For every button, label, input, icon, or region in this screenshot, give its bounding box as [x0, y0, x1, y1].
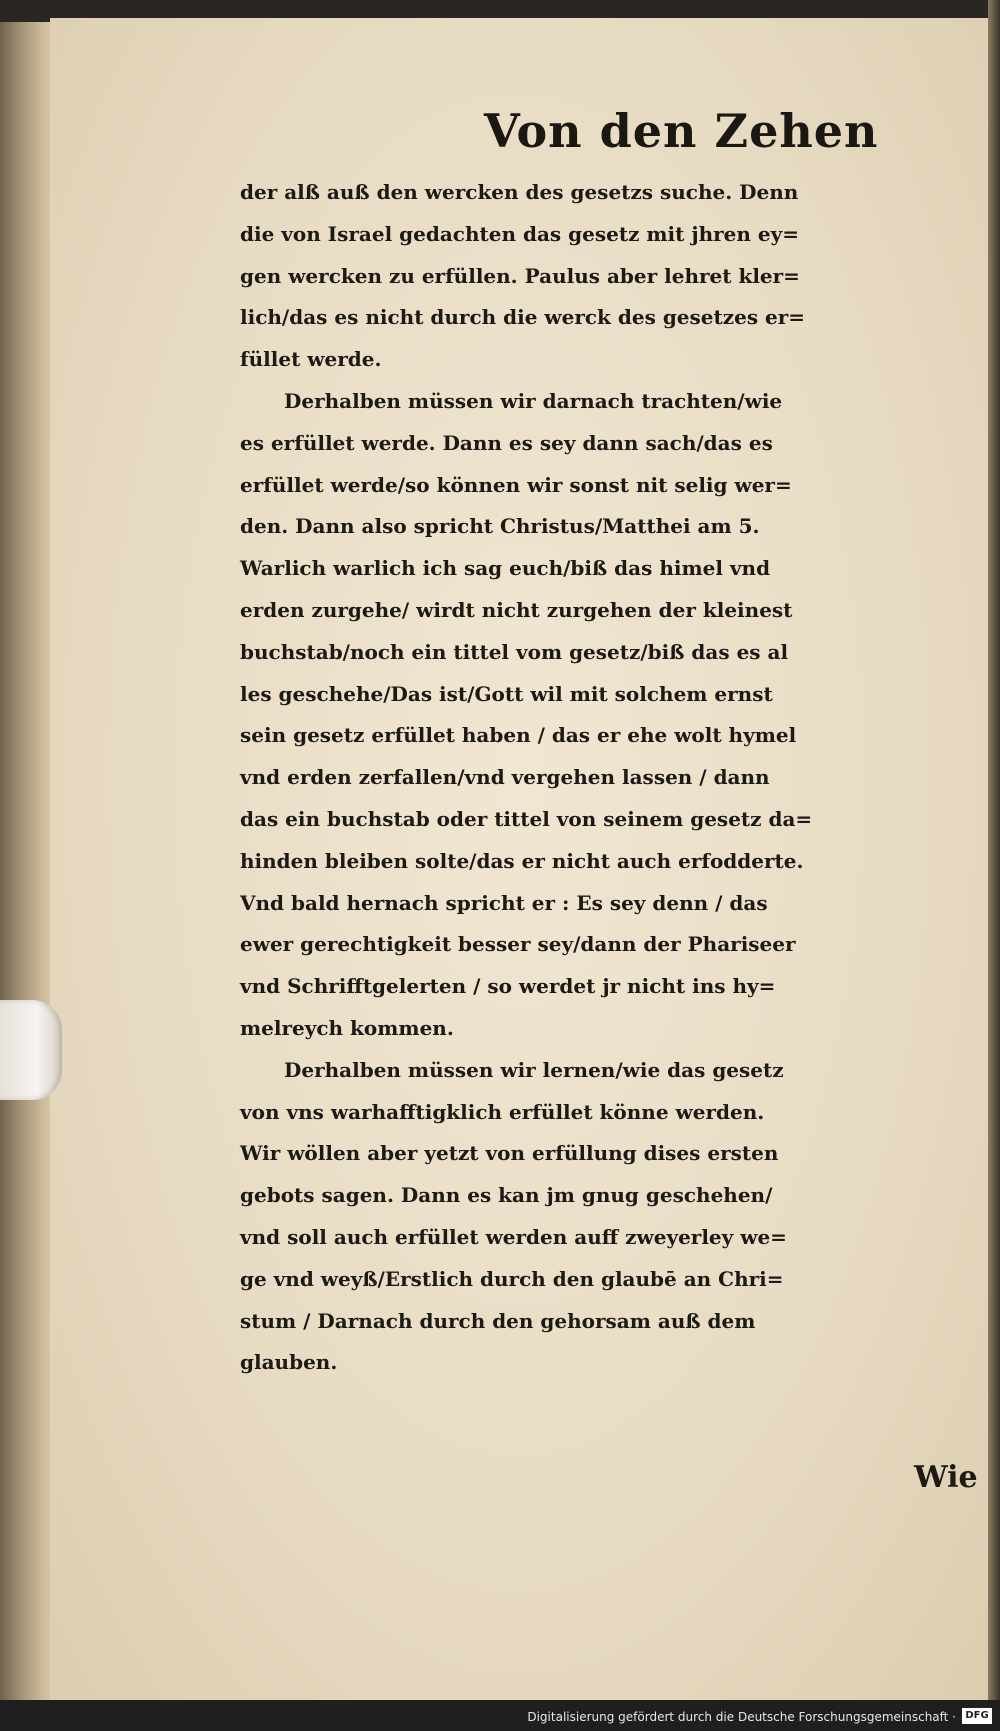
running-header: Von den Zehen [484, 104, 879, 158]
text-line: ewer gerechtigkeit besser sey/dann der Phariseer [240, 932, 796, 957]
text-line: lich/das es nicht durch die werck des gesetzes er= [240, 305, 806, 330]
text-line: der alß auß den wercken des gesetzs suche. Denn [240, 180, 799, 204]
text-line: gen wercken zu erfüllen. Paulus aber lehret kler= [240, 263, 800, 288]
text-line: buchstab/noch ein tittel vom gesetz/biß das es al [240, 639, 789, 664]
text-line: glauben. [240, 1350, 338, 1375]
text-line: das ein buchstab oder tittel von seinem gesetz da= [240, 806, 813, 831]
text-line: von vns warhafftigklich erfüllet könne werden. [240, 1099, 765, 1124]
text-line: füllet werde. [240, 347, 382, 372]
text-line: vnd erden zerfallen/vnd vergehen lassen / dann [240, 765, 770, 790]
text-line: vnd Schrifftgelerten / so werdet jr nicht ins hy= [240, 974, 776, 999]
text-line: Vnd bald hernach spricht er : Es sey denn / das [240, 890, 768, 915]
text-line: stum / Darnach durch den gehorsam auß dem [240, 1308, 756, 1333]
text-line: Derhalben müssen wir darnach trachten/wie [284, 388, 783, 413]
text-line: Derhalben müssen wir lernen/wie das gesetz [284, 1057, 784, 1082]
footer-credit: Digitalisierung gefördert durch die Deutsche Forschungsgemeinschaft · [527, 1710, 956, 1724]
text-line: die von Israel gedachten das gesetz mit jhren ey= [240, 221, 799, 246]
page-clip-tab [0, 1000, 62, 1100]
text-line: ge vnd weyß/Erstlich durch den glaubē an Chri= [240, 1266, 784, 1291]
text-line: les geschehe/Das ist/Gott wil mit solchem ernst [240, 681, 773, 706]
text-line: erden zurgehe/ wirdt nicht zurgehen der kleinest [240, 597, 793, 622]
body-text [240, 172, 980, 1384]
book-spine-shadow [988, 0, 1000, 1731]
text-line: vnd soll auch erfüllet werden auff zweyerley we= [240, 1224, 787, 1249]
text-line: Warlich warlich ich sag euch/biß das himel vnd [240, 556, 771, 581]
text-line: sein gesetz erfüllet haben / das er ehe wolt hymel [240, 723, 797, 748]
dfg-logo: DFG [962, 1708, 992, 1724]
text-line: es erfüllet werde. Dann es sey dann sach/das es [240, 430, 773, 455]
text-line: Wir wöllen aber yetzt von erfüllung dises ersten [240, 1141, 779, 1166]
text-line: erfüllet werde/so können wir sonst nit selig wer= [240, 472, 792, 497]
text-line: hinden bleiben solte/das er nicht auch erfodderte. [240, 848, 804, 873]
text-line: gebots sagen. Dann es kan jm gnug geschehen/ [240, 1183, 773, 1208]
catchword: Wie [914, 1460, 978, 1495]
text-line: den. Dann also spricht Christus/Matthei am 5. [240, 514, 760, 539]
text-line: melreych kommen. [240, 1015, 454, 1040]
